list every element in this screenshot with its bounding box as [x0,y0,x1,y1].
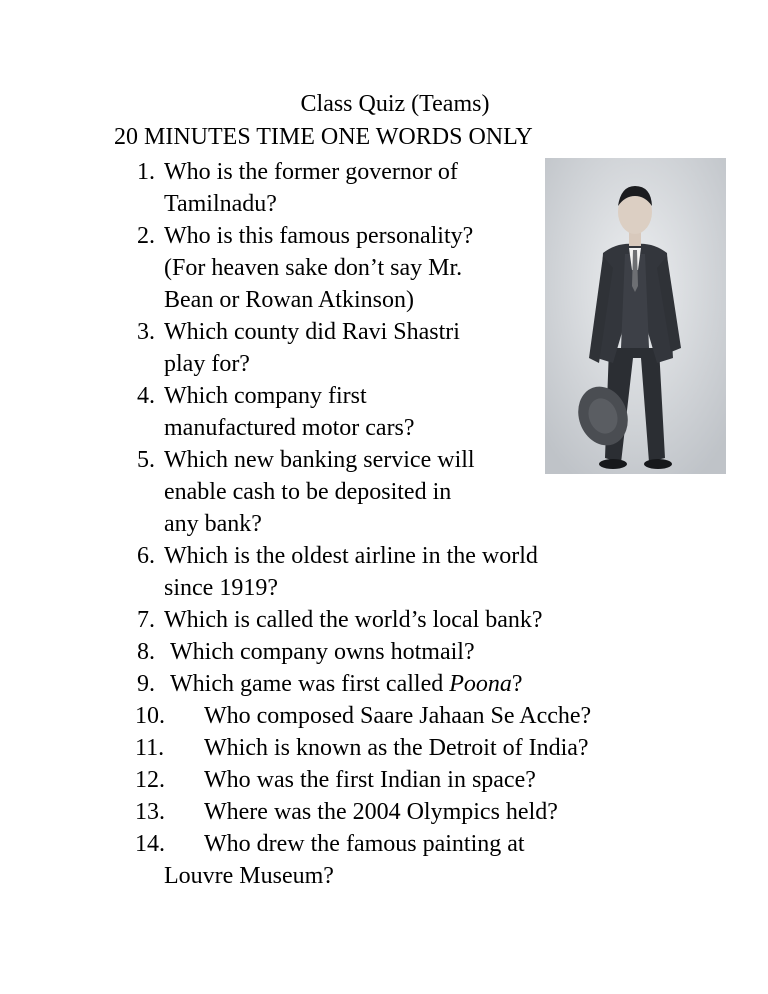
list-item [0,316,768,380]
question-text: Who drew the famous painting at [204,831,525,857]
list-item [0,156,768,220]
question-text: (For heaven sake don’t say Mr. [164,255,463,281]
question-text: Louvre Museum? [164,863,334,889]
question-text-italic: Poona [449,671,512,697]
list-item [0,668,768,700]
list-item [0,380,768,444]
question-text: Where was the 2004 Olympics held? [204,799,558,825]
page-title: Class Quiz (Teams) [300,91,490,117]
page-subtitle: 20 MINUTES TIME ONE WORDS ONLY [114,124,533,150]
question-text: Which county did Ravi Shastri [164,319,460,345]
question-text: ? [511,671,523,697]
list-item [0,796,768,828]
list-item [0,636,768,668]
question-text: Which new banking service will [164,447,475,473]
question-text: Tamilnadu? [164,191,277,217]
question-number: 2. [137,223,155,249]
question-text: Bean or Rowan Atkinson) [164,287,414,313]
question-text: Which game was first called [170,671,450,697]
question-number: 14. [135,831,165,857]
question-text: Which is called the world’s local bank? [164,607,543,633]
question-number: 12. [135,767,165,793]
question-text: Who is the former governor of [164,159,458,185]
question-number: 7. [137,607,155,633]
list-item [0,828,768,892]
question-text: Which company owns hotmail? [170,639,475,665]
list-item [0,220,768,316]
question-number: 6. [137,543,155,569]
question-number: 5. [137,447,155,473]
question-number: 4. [137,383,155,409]
question-number: 9. [137,671,155,697]
question-text: manufactured motor cars? [164,415,415,441]
question-text: Who composed Saare Jahaan Se Acche? [204,703,592,729]
question-text: Which is the oldest airline in the world [164,543,538,569]
question-number: 1. [137,159,155,185]
question-number: 10. [135,703,165,729]
question-text: any bank? [164,511,262,537]
question-text: Who is this famous personality? [164,223,474,249]
question-number: 11. [135,735,165,761]
question-text: Which is known as the Detroit of India? [204,735,589,761]
question-text: enable cash to be deposited in [164,479,452,505]
question-number: 13. [135,799,165,825]
list-item [0,540,768,604]
question-text: Which company first [164,383,367,409]
list-item [0,444,768,540]
question-number: 3. [137,319,155,345]
question-text: since 1919? [164,575,278,601]
list-item [0,604,768,636]
list-item [0,764,768,796]
list-item [0,732,768,764]
question-text: play for? [164,351,250,377]
question-text: Who was the first Indian in space? [204,767,536,793]
list-item [0,700,768,732]
question-number: 8. [137,639,155,665]
question-list [0,156,768,892]
